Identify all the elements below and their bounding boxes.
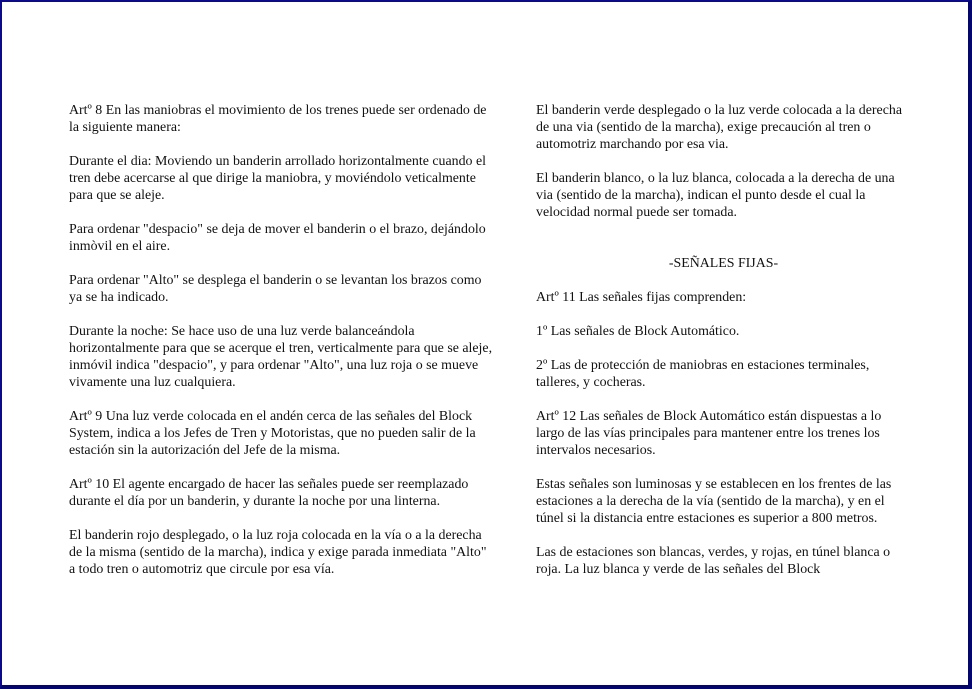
paragraph-despacio: Para ordenar "despacio" se deja de mover el banderin o el brazo, dejándolo inmòvil en el aire. [69, 222, 486, 254]
paragraph-art8: Artº 8 En las maniobras el movimiento de los trenes puede ser ordenado de la siguiente manera: [69, 103, 487, 135]
paragraph-alto: Para ordenar "Alto" se desplega el banderin o se levantan los brazos como ya se ha indicado. [69, 273, 482, 305]
paragraph-white-flag: El banderin blanco, o la luz blanca, colocada a la derecha de una via (sentido de la marcha), indican el punto desde el cual la velocidad normal puede ser tomada. [536, 171, 895, 220]
paragraph-red-flag: El banderin rojo desplegado, o la luz roja colocada en la vía o a la derecha de la misma (sentido de la marcha), indica y exige parada inmediata "Alto" a todo tren o automotriz que circule por esa vía. [69, 528, 487, 577]
paragraph-luminosas: Estas señales son luminosas y se establecen en los frentes de las estaciones a la derecha de la vía (sentido de la marcha), y en el túnel si la distancia entre estaciones es superior a 800 metros. [536, 477, 892, 526]
left-column [69, 102, 494, 595]
paragraph-green-flag: El banderin verde desplegado o la luz verde colocada a la derecha de una via (sentido de la marcha), exige precaución al tren o automotriz marchando por esa via. [536, 103, 902, 152]
paragraph-day-signals: Durante el dia: Moviendo un banderin arrollado horizontalmente cuando el tren debe acercarse al que dirige la maniobra, y moviéndolo veticalmente para que se aleje. [69, 154, 486, 203]
paragraph-art11: Artº 11 Las señales fijas comprenden: [536, 290, 747, 305]
paragraph-colores: Las de estaciones son blancas, verdes, y rojas, en túnel blanca o roja. La luz blanca y verde de las señales del Block [536, 545, 891, 577]
paragraph-night-signals: Durante la noche: Se hace uso de una luz verde balanceándola horizontalmente para que se acerque el tren, verticalmente para que se aleje, inmóvil indica "despacio", y para ordenar "Alto", una luz roja o se mueve vivamente una luz cualquiera. [69, 324, 493, 390]
paragraph-block-automatico: 1º Las señales de Block Automático. [536, 324, 740, 339]
section-heading: -SEÑALES FIJAS- [668, 256, 779, 271]
paragraph-art10: Artº 10 El agente encargado de hacer las señales puede ser reemplazado durante el día por un banderin, y durante la noche por una linterna. [69, 477, 469, 509]
right-column [536, 102, 911, 595]
paragraph-art12: Artº 12 Las señales de Block Automático están dispuestas a lo largo de las vías principales para mantener entre los trenes los intervalos necesarios. [536, 409, 882, 458]
paragraph-art9: Artº 9 Una luz verde colocada en el andén cerca de las señales del Block System, indica a los Jefes de Tren y Motoristas, que no pueden salir de la estación sin la autorización del Jefe de la misma. [69, 409, 476, 458]
paragraph-proteccion: 2º Las de protección de maniobras en estaciones terminales, talleres, y cocheras. [536, 358, 870, 390]
